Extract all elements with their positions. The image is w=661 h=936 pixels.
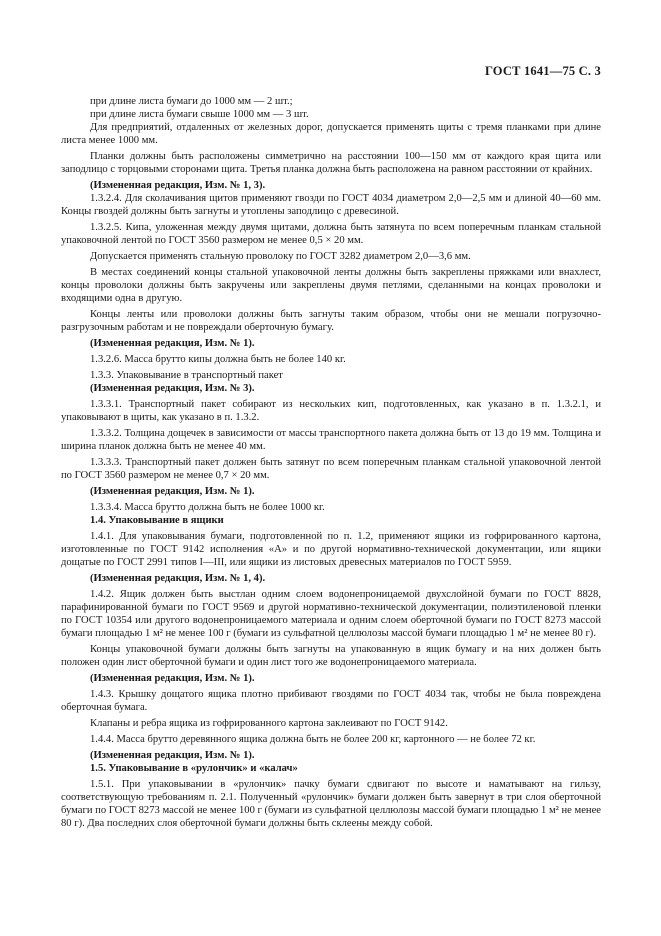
amendment-note: (Измененная редакция, Изм. № 1).	[90, 486, 255, 497]
paragraph: Клапаны и ребра ящика из гофрированного картона заклеивают по ГОСТ 9142.	[90, 718, 448, 729]
paragraph: Допускается применять стальную проволоку по ГОСТ 3282 диаметром 2,0—3,6 мм.	[90, 251, 471, 262]
paragraph: 1.4.3. Крышку дощатого ящика плотно прибивают гвоздями по ГОСТ 4034 так, чтобы не была повреждена оберточная бумага.	[61, 689, 601, 713]
paragraph: 1.3.2.5. Кипа, уложенная между двумя щитами, должна быть затянута по всем поперечным планкам стальной упаковочной лентой по ГОСТ 3560 размером не менее 0,5 × 20 мм.	[61, 222, 601, 246]
paragraph: 1.3.2.4. Для сколачивания щитов применяют гвозди по ГОСТ 4034 диаметром 2,0—2,5 мм и длиной 40—60 мм. Концы гвоздей должны быть загнуты и утоплены заподлицо с древесиной.	[61, 193, 601, 217]
paragraph: 1.3.3.4. Масса брутто должна быть не более 1000 кг.	[90, 502, 325, 513]
paragraph: 1.4.2. Ящик должен быть выстлан одним слоем водонепроницаемой двухслойной бумаги по ГОСТ 8828, парафинированной бумаги по ГОСТ 9569 и другой нормативно-технической документации, полиэтиленовой пленки по ГОСТ 10354 или другого водонепроницаемого материала и одним слоем оберточной бумаги по ГОСТ 8273 массой бумаги площадью 1 м² не менее 100 г (бумаги из сульфатной целлюлозы массой бумаги площадью 1 м² не менее 80 г).	[61, 589, 601, 639]
document-body	[61, 95, 601, 830]
paragraph: Планки должны быть расположены симметрично на расстоянии 100—150 мм от каждого края щита или заподлицо с торцовыми сторонами щита. Третья планка должна быть расположена на равном расстоянии от крайних.	[61, 151, 601, 175]
amendment-note: (Измененная редакция, Изм. № 1).	[90, 750, 255, 761]
amendment-note: (Измененная редакция, Изм. № 1, 4).	[90, 573, 266, 584]
amendment-note: (Измененная редакция, Изм. № 3).	[90, 383, 255, 394]
paragraph: 1.4.1. Для упаковывания бумаги, подготовленной по п. 1.2, применяют ящики из гофрированного картона, изготовленные по ГОСТ 9142 исполнения «А» и по другой нормативно-технической документации, или ящики дощатые по ГОСТ 2991 типов I—III, или ящики из листовых древесных материалов по ГОСТ 5959.	[61, 531, 601, 568]
amendment-note: (Измененная редакция, Изм. № 1, 3).	[90, 180, 266, 191]
amendment-note: (Измененная редакция, Изм. № 1).	[90, 673, 255, 684]
page-header: ГОСТ 1641—75 С. 3	[484, 64, 601, 78]
paragraph: 1.4.4. Масса брутто деревянного ящика должна быть не более 200 кг, картонного — не более 72 кг.	[90, 734, 536, 745]
paragraph: 1.3.3. Упаковывание в транспортный пакет	[90, 370, 283, 381]
section-heading: 1.4. Упаковывание в ящики	[90, 515, 224, 526]
paragraph: Концы упаковочной бумаги должны быть загнуты на упакованную в ящик бумагу и на них должен быть положен один лист оберточной бумаги и один лист того же водонепроницаемого материала.	[61, 644, 601, 668]
paragraph: 1.5.1. При упаковывании в «рулончик» пачку бумаги сдвигают по высоте и наматывают на гильзу, соответствующую требованиям п. 2.1. Полученный «рулончик» бумаги должен быть завернут в три слоя оберточной бумаги по ГОСТ 8273 массой не менее 100 г (бумаги из сульфатной целлюлозы массой бумаги площадью 1 м² не менее 80 г). Два последних слоя оберточной бумаги должны быть склеены между собой.	[61, 779, 601, 829]
amendment-note: (Измененная редакция, Изм. № 1).	[90, 338, 255, 349]
paragraph: 1.3.3.2. Толщина дощечек в зависимости от массы транспортного пакета должна быть от 13 до 19 мм. Толщина и ширина планок должна быть не менее 40 мм.	[61, 428, 601, 452]
paragraph: Для предприятий, отдаленных от железных дорог, допускается применять щиты с тремя планками при длине листа менее 1000 мм.	[61, 122, 601, 146]
paragraph: Концы ленты или проволоки должны быть загнуты таким образом, чтобы они не мешали погрузочно-разгрузочным работам и не повреждали оберточную бумагу.	[61, 309, 601, 333]
paragraph: В местах соединений концы стальной упаковочной ленты должны быть закреплены пряжками или внахлест, концы проволоки должны быть закручены или закреплены двумя петлями, сделанными на концах проволоки и входящими одна в другую.	[61, 267, 601, 304]
paragraph: 1.3.3.1. Транспортный пакет собирают из нескольких кип, подготовленных, как указано в п. 1.3.2.1, и упаковывают в щиты, как указано в п. 1.3.2.	[61, 399, 601, 423]
paragraph: 1.3.3.3. Транспортный пакет должен быть затянут по всем поперечным планкам стальной упаковочной лентой по ГОСТ 3560 размером не менее 0,7 × 20 мм.	[61, 457, 601, 481]
paragraph: при длине листа бумаги свыше 1000 мм — 3 шт.	[90, 109, 309, 120]
paragraph: 1.3.2.6. Масса брутто кипы должна быть не более 140 кг.	[90, 354, 346, 365]
section-heading: 1.5. Упаковывание в «рулончик» и «калач»	[90, 763, 298, 774]
paragraph: при длине листа бумаги до 1000 мм — 2 шт.;	[90, 96, 293, 107]
